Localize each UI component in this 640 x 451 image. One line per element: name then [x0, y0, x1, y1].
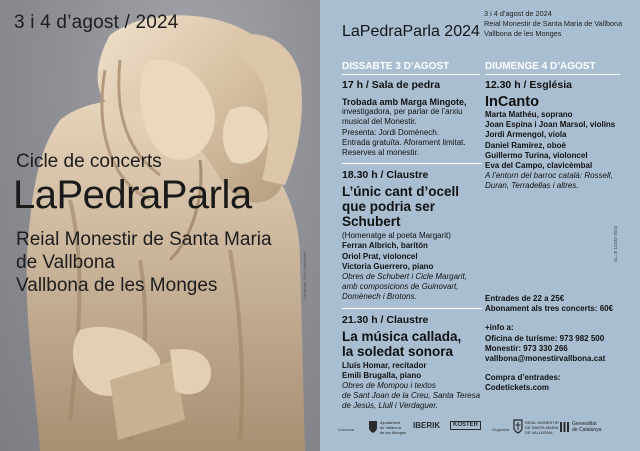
poster-right-panel	[320, 0, 640, 451]
sunday-performer-3: Jordi Armengol, viola	[485, 130, 567, 140]
divider	[342, 163, 482, 164]
venue-line-3: Vallbona de les Monges	[16, 275, 218, 296]
price-pass: Abonament als tres concerts: 60€	[485, 304, 614, 314]
convoca-label: Convoca	[338, 427, 354, 432]
event3-notes-1: Obres de Mompou i textos	[342, 381, 436, 391]
town-crest-icon	[368, 420, 378, 434]
event1-time: 17 h / Sala de pedra	[342, 79, 441, 91]
event2-notes-1: Obres de Schubert i Cicle Margarit,	[342, 272, 467, 282]
ticket-info	[485, 294, 635, 394]
event3-performer-2: Emili Brugalla, piano	[342, 370, 422, 380]
event2-notes-3: Domènech i Brotons.	[342, 292, 417, 302]
sunday-column	[485, 79, 630, 192]
sunday-performer-5: Guillermo Turina, violoncel	[485, 150, 588, 160]
sunday-performer-2: Joan Espina i Joan Marsol, violins	[485, 120, 616, 130]
sunday-heading: DIUMENGE 4 D’AGOST	[485, 61, 620, 75]
monastery-crest-icon	[513, 419, 523, 434]
event3-title-1: La música callada,	[342, 328, 462, 344]
sunday-performer-6: Eva del Campo, clavicèmbal	[485, 161, 593, 171]
cycle-label: Cicle de concerts	[16, 151, 162, 172]
sunday-time: 12.30 h / Església	[485, 79, 572, 91]
event3-notes-2: de Sant Joan de la Creu, Santa Teresa	[342, 391, 481, 401]
event1-line-3: Presenta: Jordi Domènech.	[342, 127, 439, 137]
event2-title-2: que podria ser	[342, 199, 436, 215]
info-email[interactable]: vallbona@monestirvallbona.cat	[485, 354, 606, 364]
event3-notes-3: de Jesús, Llull i Verdaguer.	[342, 401, 438, 411]
logo-town: Ajuntament de Vallbona de les Monges	[380, 420, 407, 435]
event3-title-2: la soledat sonora	[342, 343, 454, 359]
logo-generalitat: Generalitat de Catalunya	[572, 421, 602, 433]
organitza-label: Organitza	[492, 427, 510, 432]
logo-monastery: REIAL MONESTIR DE SANTA MARIA DE VALLBONA	[525, 420, 559, 435]
event2-notes-2: amb composicions de Guinovart,	[342, 282, 459, 292]
event2-subtitle: (Homenatge al poeta Margarit)	[342, 231, 451, 241]
sunday-notes-1: A l’entorn del barroc català: Rossell,	[485, 171, 613, 181]
program-title: LaPedraParla 2024	[342, 23, 480, 40]
header-date: 3 i 4 d’agost de 2024	[484, 9, 552, 18]
price-range: Entrades de 22 a 25€	[485, 294, 565, 303]
logo-koster: KOSTER	[450, 421, 481, 430]
info-label: +info a:	[485, 323, 514, 333]
buy-label: Compra d’entrades:	[485, 373, 561, 383]
event1-line-2: musical del Monestir.	[342, 117, 417, 127]
header-venue: Reial Monestir de Santa Maria de Vallbona	[484, 19, 623, 28]
logo-iberik: IBERIK	[413, 421, 441, 430]
event2-performer-3: Victoria Guerrero, piano	[342, 261, 434, 271]
saturday-heading: DISSABTE 3 D’AGOST	[342, 61, 480, 75]
event-date: 3 i 4 d’agost / 2024	[14, 12, 179, 33]
sunday-title: InCanto	[485, 94, 539, 110]
event2-performer-2: Oriol Prat, violoncel	[342, 251, 418, 261]
venue-line-1: Reial Monestir de Santa Maria	[16, 229, 272, 250]
sponsor-footer	[320, 413, 640, 451]
event2-title-1: L’únic cant d’ocell	[342, 184, 460, 200]
event1-line-5: Reserves al monestir.	[342, 148, 419, 158]
info-monastery: Monestir: 973 330 266	[485, 343, 568, 353]
sunday-performer-1: Marta Mathéu, soprano	[485, 110, 573, 119]
event3-performer-1: Lluís Homar, recitador	[342, 360, 427, 370]
event2-time: 18.30 h / Claustre	[342, 169, 429, 182]
legal-deposit: DL: B 11933-2024	[613, 225, 618, 262]
festival-name: LaPedraParla	[13, 173, 252, 217]
event1-line-4: Entrada gratuïta. Aforament limitat.	[342, 137, 466, 147]
event2-title-3: Schubert	[342, 214, 401, 230]
sunday-performer-4: Daniel Ramírez, oboè	[485, 140, 566, 150]
generalitat-icon	[560, 422, 569, 432]
venue-line-2: de Vallbona	[16, 252, 115, 273]
event1-line-1: investigadora, per parlar de l’arxiu	[342, 107, 463, 117]
event3-time: 21.30 h / Claustre	[342, 313, 429, 326]
divider	[342, 308, 482, 309]
header-town: Vallbona de les Monges	[484, 29, 562, 38]
saturday-column	[342, 79, 482, 412]
program-header-info	[484, 9, 622, 39]
info-tourism: Oficina de turisme: 973 982 500	[485, 333, 605, 343]
event2-performer-1: Ferran Albrich, barítón	[342, 241, 428, 251]
sunday-notes-2: Duran, Terradellas i altres.	[485, 181, 579, 191]
photo-credit: Fotografia: Pere Autorreferí	[302, 251, 307, 300]
event1-title: Trobada amb Marga Mingote,	[342, 97, 467, 107]
buy-site[interactable]: Codetickets.com	[485, 383, 550, 393]
